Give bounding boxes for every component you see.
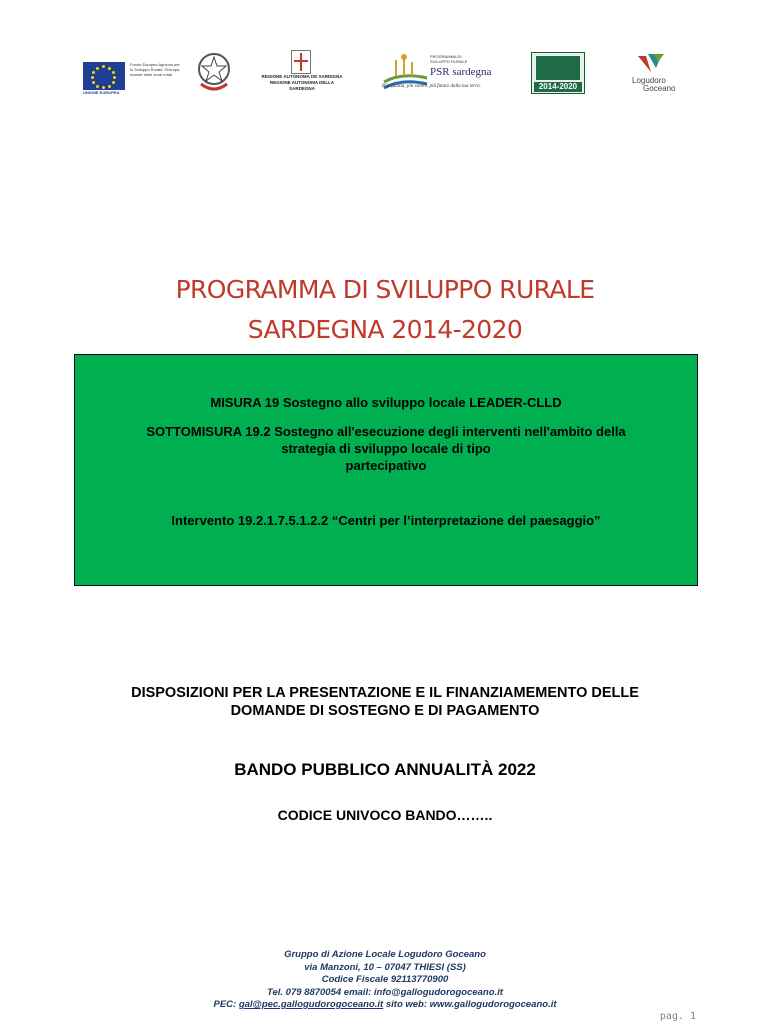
document-title xyxy=(0,270,770,350)
intervento-text: Intervento 19.2.1.7.5.1.2.2 “Centri per l’interpretazione del paesaggio” xyxy=(171,513,601,528)
psr-slogan: Più qualità, più valore, più futuro dalla tua terra. xyxy=(382,84,481,89)
logudoro-goceano-logo-icon xyxy=(636,52,666,74)
title-line-2: SARDEGNA 2014-2020 xyxy=(247,315,523,344)
regione-sardegna-shield-icon xyxy=(291,50,311,74)
psr-name: PSR sardegna xyxy=(430,66,492,78)
leader-years: 2014-2020 xyxy=(534,82,582,92)
bando-heading: BANDO PUBBLICO ANNUALITÀ 2022 xyxy=(234,760,536,779)
pec-email-link[interactable]: gal@pec.gallogudorogoceano.it xyxy=(238,999,384,1010)
footer-line-5: PEC: gal@pec.gallogudorogoceano.it sito web: www.gallogudorogoceano.it xyxy=(213,999,557,1010)
footer-line-1: Gruppo di Azione Locale Logudoro Goceano xyxy=(284,949,486,960)
goceano-text: Goceano xyxy=(643,84,676,93)
footer-line-4: Tel. 079 8870054 email: info@gallogudorogoceano.it xyxy=(267,986,503,998)
title-line-1: PROGRAMMA DI SVILUPPO RURALE xyxy=(175,275,595,304)
psr-small-text: PROGRAMMA DI SVILUPPO RURALE xyxy=(430,54,468,64)
eu-fund-text: Fondo Europeo Agricolo per lo Sviluppo Rurale: l'Europa investe nelle zone rurali xyxy=(130,62,180,77)
logo-header xyxy=(0,40,770,110)
disposizioni-heading: DISPOSIZIONI PER LA PRESENTAZIONE E IL FINANZIAMEMENTO DELLE DOMANDE DI SOSTEGNO E DI PAGAMENTO xyxy=(131,685,639,719)
sottomisura-line-1: SOTTOMISURA 19.2 Sostegno all'esecuzione degli interventi nell'ambito della xyxy=(146,424,626,439)
eu-caption: UNIONE EUROPEA xyxy=(83,90,120,95)
sottomisura-line-3: partecipativo xyxy=(345,458,427,473)
misura-text: MISURA 19 Sostegno allo sviluppo locale LEADER-CLLD xyxy=(210,395,562,410)
footer-contact xyxy=(0,949,770,1012)
measure-info-box xyxy=(74,354,698,586)
codice-bando: CODICE UNIVOCO BANDO…….. xyxy=(277,807,493,823)
regione-logo-text: REGIONE AUTÒNOMA DE SARDIGNA REGIONE AUTONOMA DELLA SARDEGNA xyxy=(261,74,343,91)
page-number: pag. 1 xyxy=(659,1011,696,1022)
logudoro-text: Logudoro xyxy=(632,76,666,85)
eu-flag-logo xyxy=(83,62,125,90)
footer-line-2: via Manzoni, 10 – 07047 THIESI (SS) xyxy=(304,961,466,973)
leader-logo xyxy=(531,52,585,94)
footer-line-3: Codice Fiscale 92113770900 xyxy=(321,974,449,985)
italian-emblem-icon xyxy=(195,50,233,92)
sottomisura-line-2: strategia di sviluppo locale di tipo xyxy=(281,441,491,456)
